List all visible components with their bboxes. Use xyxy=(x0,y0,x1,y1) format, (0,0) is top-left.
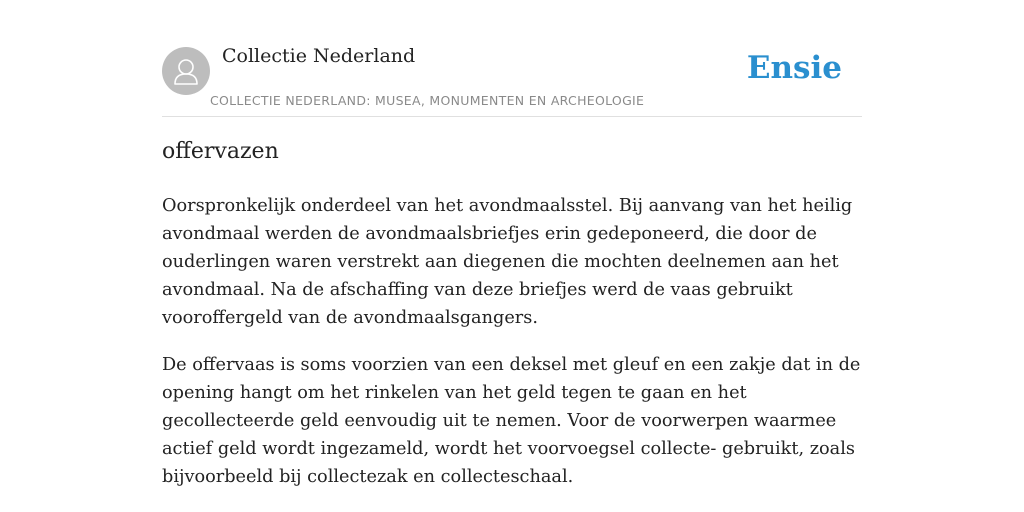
ensie-logo[interactable]: Ensie xyxy=(746,50,842,86)
article-title: offervazen xyxy=(162,139,279,164)
article-header xyxy=(162,0,862,117)
article-paragraph: De offervaas is soms voorzien van een deksel met gleuf en een zakje dat in de opening hangt om het rinkelen van het geld tegen te gaan en het gecollecteerde geld eenvoudig uit te nemen. Voor de voorwerpen waarmee actief geld wordt ingezameld, wordt het voorvoegsel collecte- gebruikt, zoals bijvoorbeeld bij collectezak en collecteschaal. xyxy=(162,355,861,487)
article-body xyxy=(162,192,862,510)
user-icon xyxy=(162,47,210,95)
author-avatar[interactable] xyxy=(162,47,210,95)
author-name[interactable]: Collectie Nederland xyxy=(222,45,416,67)
article-paragraph: Oorspronkelijk onderdeel van het avondmaalsstel. Bij aanvang van het heilig avondmaal werden de avondmaalsbriefjes erin gedeponeerd, die door de ouderlingen waren verstrekt aan diegenen die mochten deelnemen aan het avondmaal. Na de afschaffing van deze briefjes werd de vaas gebruikt vooroffergeld van de avondmaalsgangers. xyxy=(162,196,853,328)
source-label[interactable]: COLLECTIE NEDERLAND: MUSEA, MONUMENTEN EN ARCHEOLOGIE xyxy=(210,93,645,108)
